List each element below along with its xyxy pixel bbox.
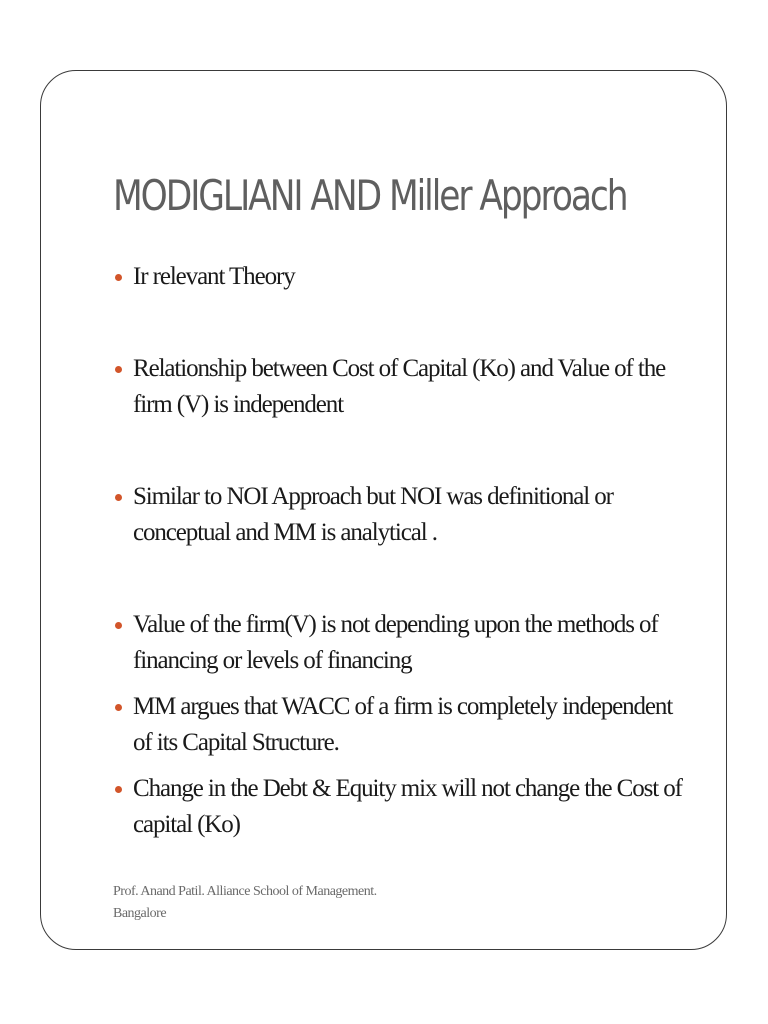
bullet-dot-icon <box>115 622 122 629</box>
bullet-text: Change in the Debt & Equity mix will not change the Cost of capital (Ko) <box>133 775 682 838</box>
bullet-text: Ir relevant Theory <box>133 263 295 290</box>
slide-title: MODIGLIANI AND Miller Approach <box>113 171 627 220</box>
bullet-dot-icon <box>115 494 122 501</box>
bullet-text: Similar to NOI Approach but NOI was definitional or conceptual and MM is analytical . <box>133 483 613 546</box>
bullet-text: MM argues that WACC of a firm is completely independent of its Capital Structure. <box>133 693 673 756</box>
bullet-item <box>111 259 691 295</box>
bullet-item <box>111 771 691 843</box>
bullet-dot-icon <box>115 704 122 711</box>
bullet-item <box>111 689 691 761</box>
bullet-dot-icon <box>115 274 122 281</box>
slide-footer <box>113 881 473 925</box>
footer-location: Bangalore <box>113 906 167 921</box>
bullet-text: Relationship between Cost of Capital (Ko) and Value of the firm (V) is independent <box>133 355 666 418</box>
footer-author: Prof. Anand Patil. Alliance School of Management. <box>113 884 377 899</box>
bullet-item <box>111 479 691 551</box>
bullet-text: Value of the firm(V) is not depending upon the methods of financing or levels of financing <box>133 611 658 674</box>
bullet-item <box>111 607 691 679</box>
bullet-dot-icon <box>115 366 122 373</box>
bullet-item <box>111 351 691 423</box>
bullet-dot-icon <box>115 786 122 793</box>
slide-frame <box>40 70 727 950</box>
